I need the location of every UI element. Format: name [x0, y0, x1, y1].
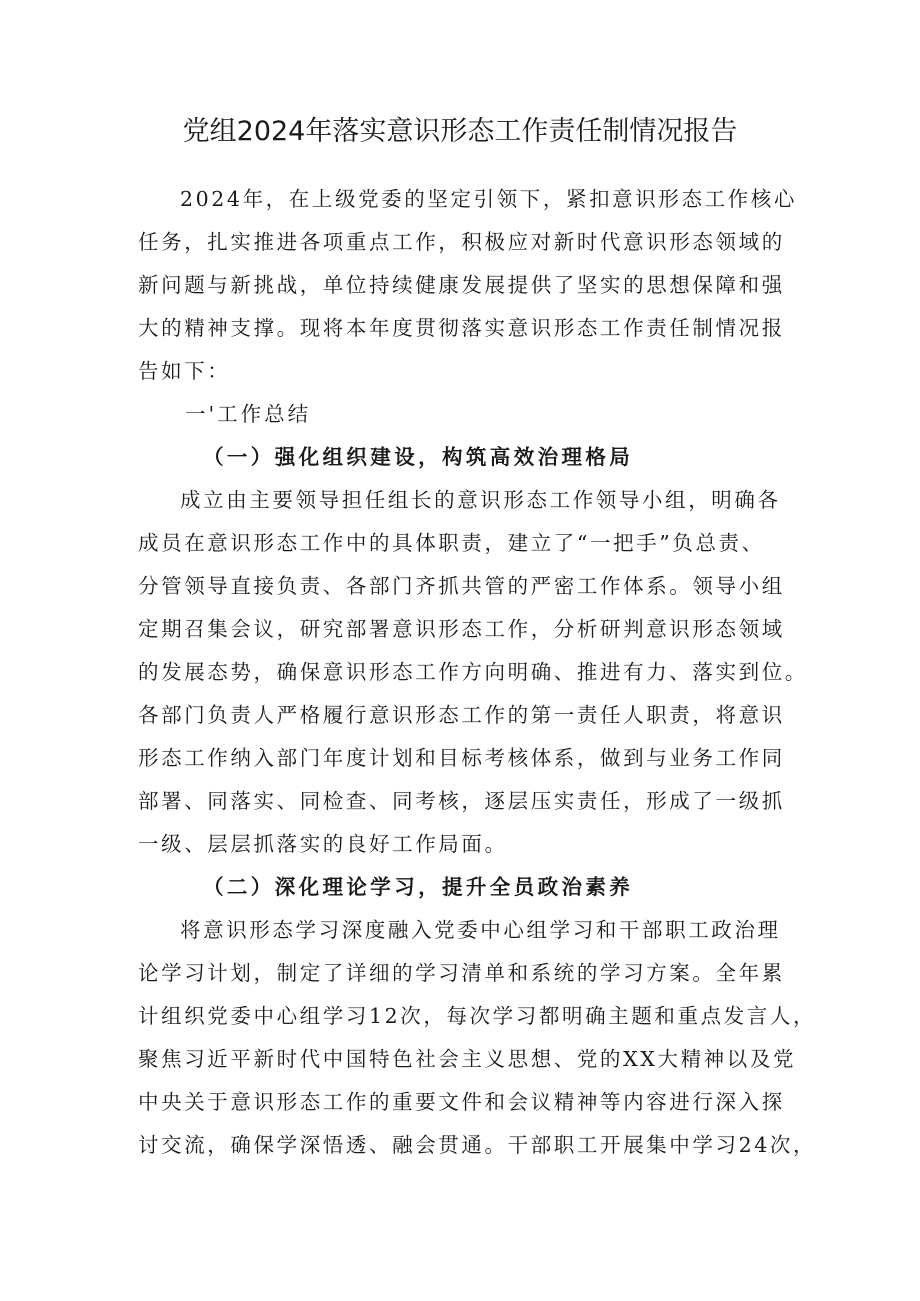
intro-line: 任务，扎实推进各项重点工作，积极应对新时代意识形态领域的	[138, 230, 785, 254]
section-heading: 一'工作总结	[185, 402, 312, 426]
body-line: 成员在意识形态工作中的具体职责，建立了“一把手”负总责、	[138, 531, 765, 555]
body-line: 讨交流，确保学深悟透、融会贯通。干部职工开展集中学习24次，	[138, 1133, 817, 1157]
body-line: 中央关于意识形态工作的重要文件和会议精神等内容进行深入探	[138, 1090, 785, 1114]
subsection-heading: （一）强化组织建设，构筑高效治理格局	[203, 445, 634, 469]
body-line: 将意识形态学习深度融入党委中心组学习和干部职工政治理	[180, 918, 781, 942]
body-line: 定期召集会议，研究部署意识形态工作，分析研判意识形态领域	[138, 617, 785, 641]
body-line: 聚焦习近平新时代中国特色社会主义思想、党的XX大精神以及党	[138, 1047, 797, 1071]
body-line: 计组织党委中心组学习12次，每次学习都明确主题和重点发言人，	[138, 1004, 817, 1028]
intro-line: 2024年，在上级党委的坚定引领下，紧扣意识形态工作核心	[180, 187, 797, 211]
subsection-heading: （二）深化理论学习，提升全员政治素养	[203, 875, 634, 899]
intro-line: 告如下：	[138, 359, 231, 383]
body-line: 各部门负责人严格履行意识形态工作的第一责任人职责，将意识	[138, 703, 785, 727]
body-line: 的发展态势，确保意识形态工作方向明确、推进有力、落实到位。	[138, 660, 808, 684]
body-line: 部署、同落实、同检查、同考核，逐层压实责任，形成了一级抓	[138, 789, 785, 813]
body-line: 论学习计划，制定了详细的学习清单和系统的学习方案。全年累	[138, 961, 785, 985]
intro-line: 新问题与新挑战，单位持续健康发展提供了坚实的思想保障和强	[138, 273, 785, 297]
body-line: 成立由主要领导担任组长的意识形态工作领导小组，明确各	[180, 488, 781, 512]
intro-line: 大的精神支撑。现将本年度贯彻落实意识形态工作责任制情况报	[138, 316, 785, 340]
body-line: 分管领导直接负责、各部门齐抓共管的严密工作体系。领导小组	[138, 574, 785, 598]
body-line: 一级、层层抓落实的良好工作局面。	[138, 832, 508, 856]
document-title: 党组2024年落实意识形态工作责任制情况报告	[182, 116, 738, 147]
body-line: 形态工作纳入部门年度计划和目标考核体系，做到与业务工作同	[138, 746, 785, 770]
